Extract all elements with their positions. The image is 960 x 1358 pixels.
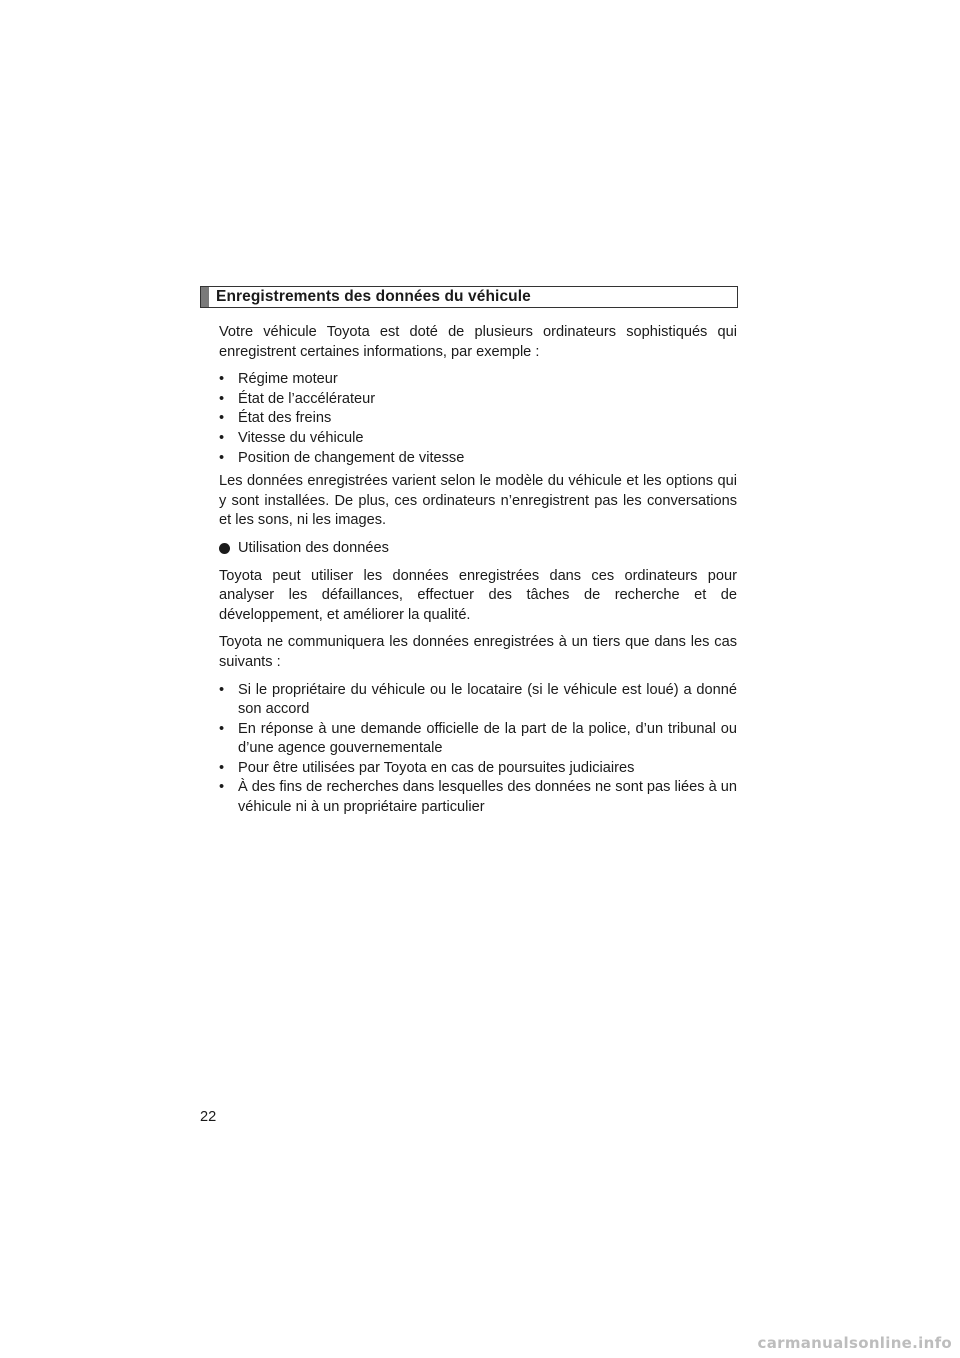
bullet-icon: • xyxy=(219,681,225,698)
recorded-items-list xyxy=(219,370,737,468)
disclosure-paragraph: Toyota ne communiquera les données enregistrées à un tiers que dans les cas suivants : xyxy=(219,634,737,670)
filled-circle-icon xyxy=(219,543,230,554)
purpose-paragraph: Toyota peut utiliser les données enregistrées dans ces ordinateurs pour analyser les défaillances, effectuer des tâches de recherche et de développement, et améliorer la qualité. xyxy=(219,567,737,623)
section-header-bar xyxy=(201,287,209,307)
watermark: carmanualsonline.info xyxy=(757,1334,952,1352)
usage-heading-label: Utilisation des données xyxy=(238,539,389,556)
bullet-icon: • xyxy=(219,429,225,446)
list-item: • Pour être utilisées par Toyota en cas de poursuites judiciaires xyxy=(219,759,737,779)
intro-paragraph: Votre véhicule Toyota est doté de plusieurs ordinateurs sophistiqués qui enregistrent certaines informations, par exemple : xyxy=(219,324,737,360)
bullet-icon: • xyxy=(219,720,225,737)
page-number: 22 xyxy=(200,1109,217,1125)
bullet-icon: • xyxy=(219,410,225,427)
list-item: • En réponse à une demande officielle de la part de la police, d’un tribunal ou d’une agence gouvernementale xyxy=(219,720,737,757)
list-item: • Régime moteur xyxy=(219,370,737,390)
bullet-icon: • xyxy=(219,371,225,388)
bullet-icon: • xyxy=(219,779,225,796)
bullet-icon: • xyxy=(219,449,225,466)
disclosure-cases-list xyxy=(219,681,737,818)
bullet-icon: • xyxy=(219,390,225,407)
list-item: • État de l’accélérateur xyxy=(219,390,737,410)
page-content xyxy=(219,323,737,822)
list-item: • Vitesse du véhicule xyxy=(219,429,737,449)
variation-paragraph: Les données enregistrées varient selon le modèle du véhicule et les options qui y sont installées. De plus, ces ordinateurs n’enregistrent pas les conversations et les sons, ni les images. xyxy=(219,473,737,529)
bullet-icon: • xyxy=(219,759,225,776)
section-title: Enregistrements des données du véhicule xyxy=(216,288,531,305)
section-header xyxy=(200,286,738,308)
list-item: • Position de changement de vitesse xyxy=(219,449,737,469)
list-item: • Si le propriétaire du véhicule ou le locataire (si le véhicule est loué) a donné son accord xyxy=(219,681,737,718)
list-item: • État des freins xyxy=(219,409,737,429)
list-item: • À des fins de recherches dans lesquelles des données ne sont pas liées à un véhicule ni à un propriétaire particulier xyxy=(219,779,737,816)
usage-heading xyxy=(219,539,737,559)
